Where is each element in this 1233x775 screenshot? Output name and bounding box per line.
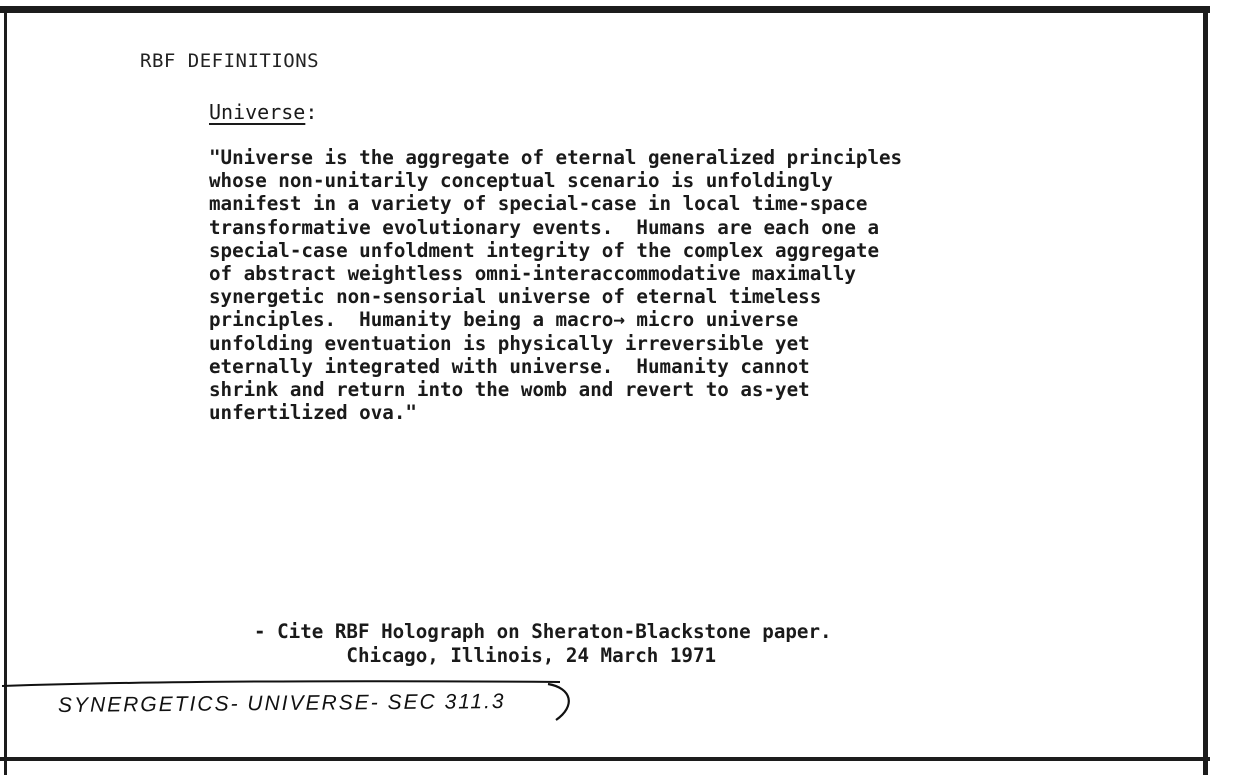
defined-term-word: Universe: [209, 100, 306, 124]
card-left-border: [4, 6, 7, 775]
defined-term: [209, 100, 317, 124]
defined-term-colon: :: [305, 100, 318, 124]
card-right-border: [1203, 6, 1208, 775]
card-heading: RBF DEFINITIONS: [140, 50, 320, 72]
citation: - Cite RBF Holograph on Sheraton-Blackstone paper. Chicago, Illinois, 24 March 1971: [254, 620, 832, 667]
definition-quote: "Universe is the aggregate of eternal generalized principles whose non-unitarily conceptual scenario is unfoldingly manifest in a variety of special-case in local time-space transformative evolutionary events. Humans are each one a special-case unfoldment integrity of the complex aggregate of abstract weightless omni-interaccommodative maximally synergetic non-sensorial universe of eternal timeless principles. Humanity being a macro→ micro universe unfolding eventuation is physically irreversible yet eternally integrated with universe. Humanity cannot shrink and return into the womb and revert to as-yet unfertilized ova.": [209, 146, 903, 425]
card-bottom-border: [0, 757, 1210, 761]
card-top-border: [0, 6, 1210, 13]
handwritten-reference: SYNERGETICS- UNIVERSE- SEC 311.3: [57, 690, 506, 717]
